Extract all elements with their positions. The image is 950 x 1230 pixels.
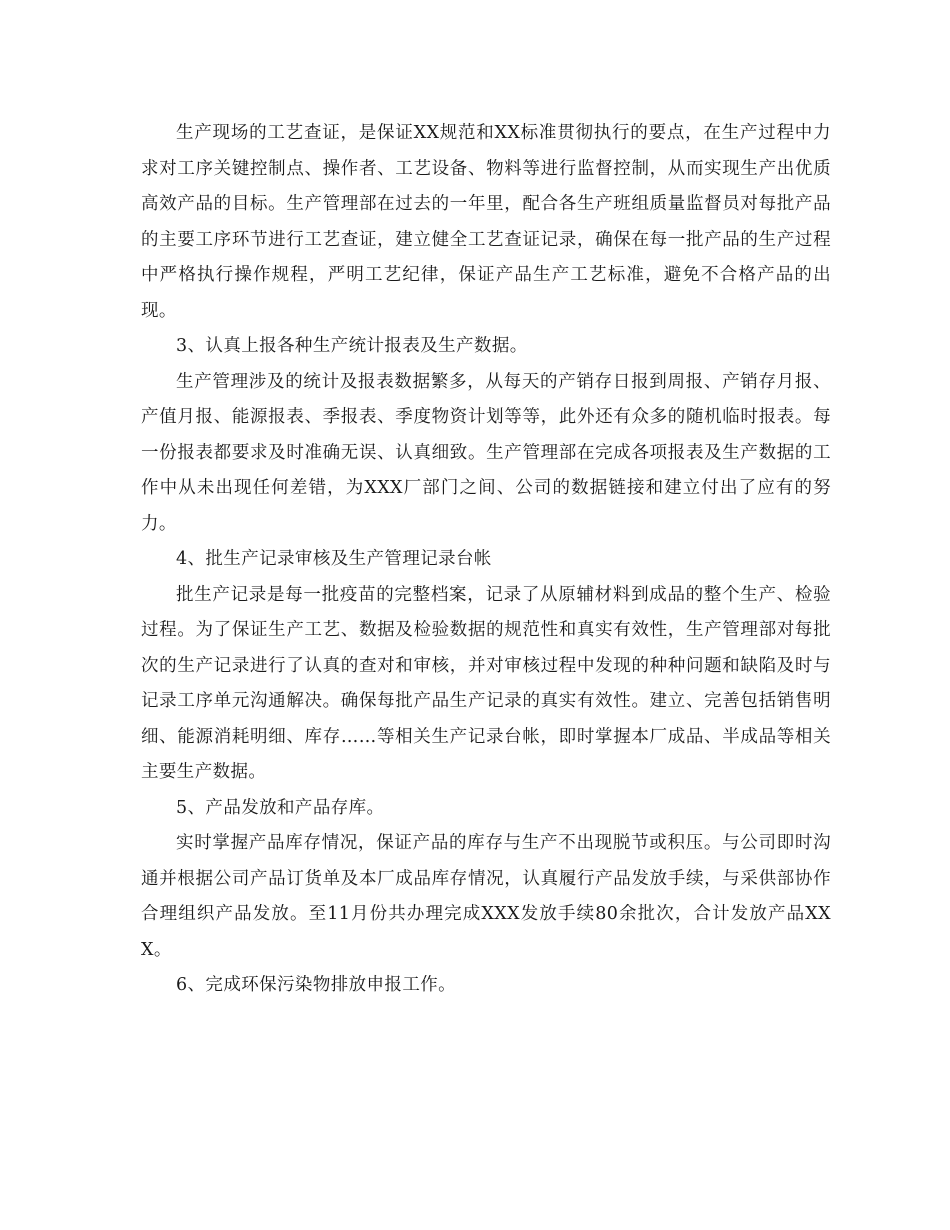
paragraph-batch-record-review: 批生产记录是每一批疫苗的完整档案，记录了从原辅材料到成品的整个生产、检验过程。为了保证生产工艺、数据及检验数据的规范性和真实有效性，生产管理部对每批次的生产记录进行了认真的查对和审核，并对审核过程中发现的种种问题和缺陷及时与记录工序单元沟通解决。确保每批产品生产记录的真实有效性。建立、完善包括销售明细、能源消耗明细、库存……等相关生产记录台帐，即时掌握本厂成品、半成品等相关主要生产数据。	[141, 584, 831, 782]
heading-statistics-reports: 3、认真上报各种生产统计报表及生产数据。	[176, 336, 528, 356]
paragraph-process-verification: 生产现场的工艺查证，是保证XX规范和XX标准贯彻执行的要点，在生产过程中力求对工序关键控制点、操作者、工艺设备、物料等进行监督控制，从而实现生产出优质高效产品的目标。生产管理部在过去的一年里，配合各生产班组质量监督员对每批产品的主要工序环节进行工艺查证，建立健全工艺查证记录，确保在每一批产品的生产过程中严格执行操作规程，严明工艺纪律，保证产品生产工艺标准，避免不合格产品的出现。	[141, 123, 831, 321]
paragraph-statistics-reports: 生产管理涉及的统计及报表数据繁多，从每天的产销存日报到周报、产销存月报、产值月报、能源报表、季报表、季度物资计划等等，此外还有众多的随机临时报表。每一份报表都要求及时准确无误、认真细致。生产管理部在完成各项报表及生产数据的工作中从未出现任何差错，为XXX厂部门之间、公司的数据链接和建立付出了应有的努力。	[141, 371, 831, 534]
heading-environmental-reporting: 6、完成环保污染物排放申报工作。	[176, 975, 457, 995]
document-body	[141, 116, 831, 1004]
heading-batch-record-review: 4、批生产记录审核及生产管理记录台帐	[176, 549, 492, 569]
paragraph-product-release: 实时掌握产品库存情况，保证产品的库存与生产不出现脱节或积压。与公司即时沟通并根据公司产品订货单及本厂成品库存情况，认真履行产品发放手续，与采供部协作合理组织产品发放。至11月份共办理完成XXX发放手续80余批次，合计发放产品XXX。	[141, 833, 831, 960]
heading-product-release: 5、产品发放和产品存库。	[176, 797, 385, 818]
